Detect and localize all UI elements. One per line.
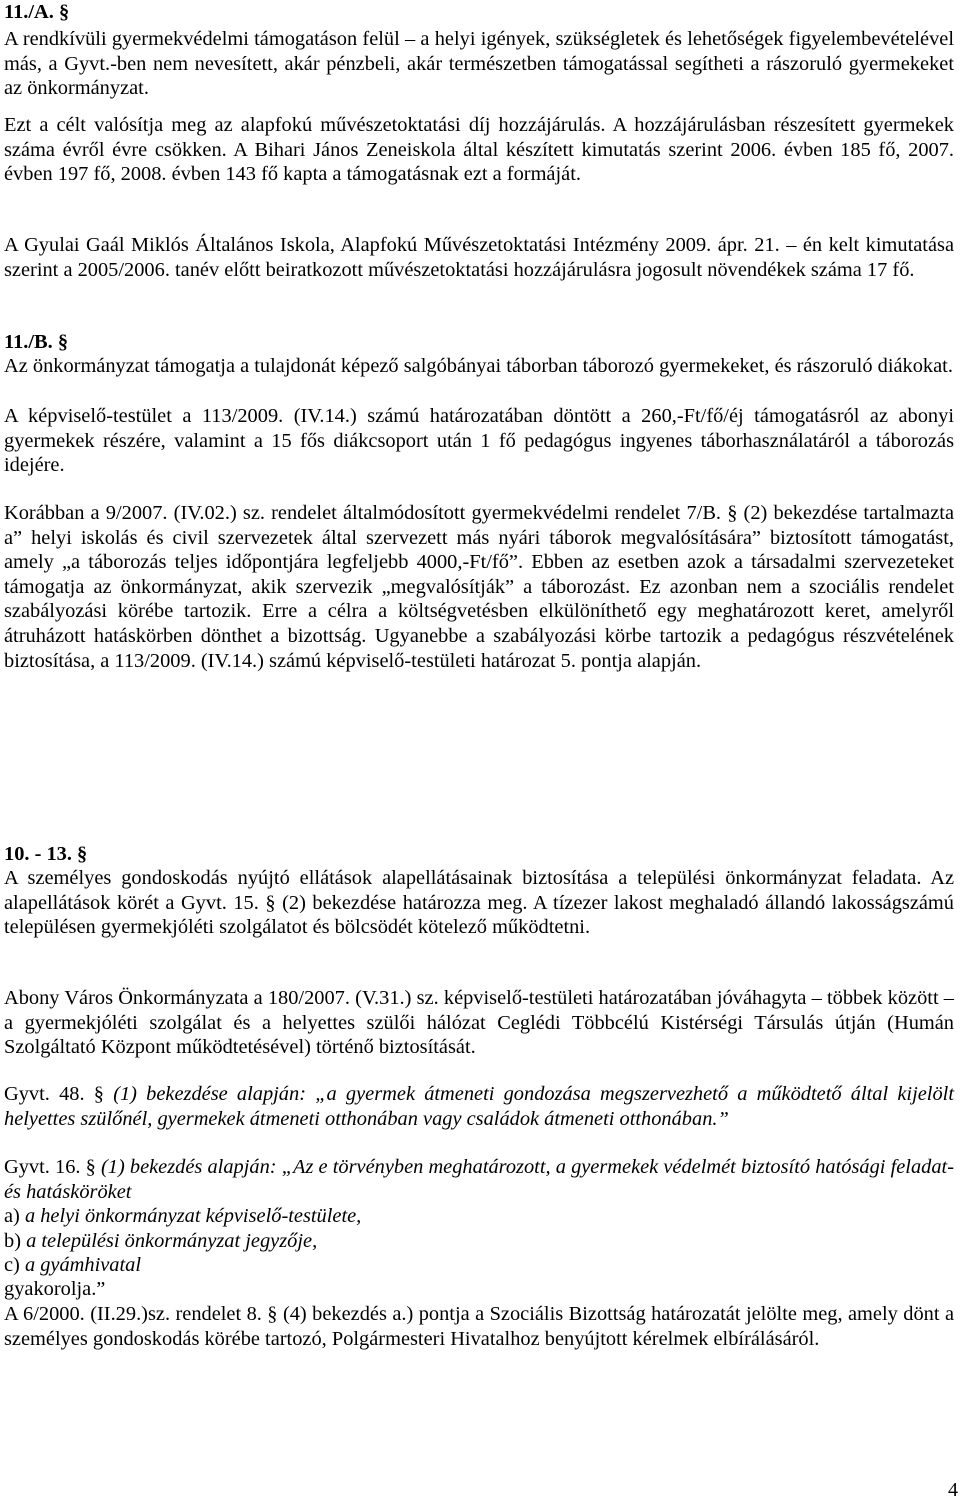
page-number: 4 [948,1479,958,1501]
law-reference: Gyvt. 48. § [4,1083,104,1105]
paragraph: A rendkívüli gyermekvédelmi támogatáson felül – a helyi igények, szükségletek és lehetőségek figyelembevételével más, a Gyvt.-ben nem nevesített, akár pénzbeli, akár természetben támogatással segítheti a rászoruló gyermekeket az önkormányzat. [4,28,954,100]
list-item: b) a települési önkormányzat jegyzője, [4,1230,318,1252]
paragraph: Ezt a célt valósítja meg az alapfokú művészetoktatási díj hozzájárulás. A hozzájárulásban részesített gyermekek száma évről évre csökken. A Bihari János Zeneiskola által készített kimutatás szerint 2006. évben 185 fő, 2007. évben 197 fő, 2008. évben 143 fő kapta a támogatásnak ezt a formáját. [4,114,954,186]
list-item: a) a helyi önkormányzat képviselő-testülete, [4,1205,362,1227]
paragraph: gyakorolja.” [4,1278,106,1300]
quoted-text: (1) bekezdés alapján: „Az e törvényben meghatározott, a gyermekek védelmét biztosító hatósági feladat- és hatásköröket [4,1156,954,1203]
quoted-text: (1) bekezdése alapján: „a gyermek átmeneti gondozása megszervezhető a működtető által kijelölt helyettes szülőnél, gyermekek átmeneti otthonában vagy családok átmeneti otthonában.” [4,1083,954,1130]
section-heading-10-13: 10. - 13. § [4,843,88,865]
paragraph [4,1082,954,1131]
list-item: c) a gyámhivatal [4,1254,142,1276]
section-heading-11b: 11./B. § [4,331,69,353]
paragraph: A személyes gondoskodás nyújtó ellátások alapellátásainak biztosítása a települési önkormányzat feladata. Az alapellátások körét a Gyvt. 15. § (2) bekezdése határozza meg. A tízezer lakost meghaladó állandó lakosságszámú településen gyermekjóléti szolgálatot és bölcsödét kötelező működtetni. [4,867,954,939]
section-heading-11a: 11./A. § [4,1,70,23]
paragraph: A képviselő-testület a 113/2009. (IV.14.) számú határozatában döntött a 260,-Ft/fő/éj támogatásról az abonyi gyermekek részére, valamint a 15 fős diákcsoport után 1 fő pedagógus ingyenes táborhasználatáról a táborozás idejére. [4,405,954,477]
paragraph: A Gyulai Gaál Miklós Általános Iskola, Alapfokú Művészetoktatási Intézmény 2009. ápr. 21. – én kelt kimutatása szerint a 2005/2006. tanév előtt beiratkozott művészetoktatási hozzájárulásra jogosult növendékek száma 17 fő. [4,234,954,281]
paragraph [4,1155,954,1204]
law-reference: Gyvt. 16. § [4,1156,96,1178]
paragraph: Az önkormányzat támogatja a tulajdonát képező salgóbányai táborban táborozó gyermekeket, és rászoruló diákokat. [4,355,953,377]
paragraph: Korábban a 9/2007. (IV.02.) sz. rendelet általmódosított gyermekvédelmi rendelet 7/B. § (2) bekezdése tartalmazta a” helyi iskolás és civil szervezetek által szervezett más nyári táborok megvalósítására” biztosított támogatást, amely „a táborozás teljes időpontjára legfeljebb 4000,-Ft/fő”. Ebben az esetben azok a társadalmi szervezeteket támogatja az önkormányzat, akik szervezik „megvalósítják” a táborozást. Ez azonban nem a szociális rendelet szabályozási körébe tartozik. Erre a célra a költségvetésben elkülöníthető egy meghatározott keret, amelyről átruházott hatáskörben dönthet a bizottság. Ugyanebbe a szabályozási körbe tartozik a pedagógus részvételének biztosítása, a 113/2009. (IV.14.) számú képviselő-testületi határozat 5. pontja alapján. [4,502,954,672]
paragraph: A 6/2000. (II.29.)sz. rendelet 8. § (4) bekezdés a.) pontja a Szociális Bizottság határozatát jelölte meg, amely dönt a személyes gondoskodás körébe tartozó, Polgármesteri Hivatalhoz benyújtott kérelmek elbírálásáról. [4,1303,954,1350]
paragraph: Abony Város Önkormányzata a 180/2007. (V.31.) sz. képviselő-testületi határozatában jóváhagyta – többek között – a gyermekjóléti szolgálat és a helyettes szülői hálózat Ceglédi Többcélú Kistérségi Társulás útján (Humán Szolgáltató Központ működtetésével) történő biztosítását. [4,987,954,1059]
